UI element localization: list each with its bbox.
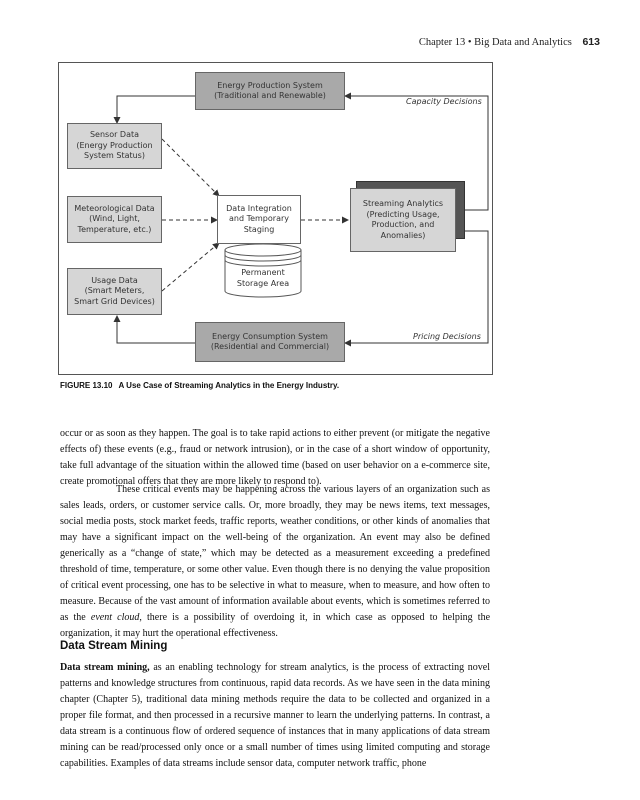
page-number: 613 bbox=[582, 36, 600, 48]
arrow-usage-to-integration bbox=[162, 243, 219, 291]
energy-consumption-box: Energy Consumption System (Residential and Commercial) bbox=[195, 322, 345, 362]
figure-caption bbox=[60, 381, 500, 390]
figure-number: FIGURE 13.10 bbox=[60, 381, 113, 390]
arrow-production-to-sensor bbox=[117, 96, 195, 123]
sensor-data-box: Sensor Data (Energy Production System Status) bbox=[67, 123, 162, 169]
arrow-sensor-to-integration bbox=[162, 139, 219, 196]
usage-data-box: Usage Data (Smart Meters, Smart Grid Devices) bbox=[67, 268, 162, 315]
paragraph-3 bbox=[60, 660, 490, 772]
pricing-decisions-label: Pricing Decisions bbox=[413, 332, 481, 341]
figure-caption-text: A Use Case of Streaming Analytics in the Energy Industry. bbox=[118, 381, 340, 390]
running-title: Chapter 13 • Big Data and Analytics bbox=[418, 37, 572, 48]
event-cloud-term: event cloud bbox=[90, 612, 140, 623]
streaming-analytics-box: Streaming Analytics (Predicting Usage, Production, and Anomalies) bbox=[350, 188, 456, 252]
paragraph-2-text-b: , there is a possibility of overdoing it, in which case as opposed to helping the organization, it may hurt the operational effectiveness. bbox=[60, 612, 491, 639]
paragraph-1: occur or as soon as they happen. The goal is to take rapid actions to either prevent (or mitigate the negative effects of) these events (e.g., fraud or network intrusion), or in the case of a short window of opportunity, take full advantage of the situation within the allowed time (based on user behavior on a e-commerce site, create promotional offers that they are more likely to respond to). bbox=[60, 428, 490, 487]
figure-13-10 bbox=[58, 62, 493, 375]
meteorological-data-box: Meteorological Data (Wind, Light, Temperature, etc.) bbox=[67, 196, 162, 243]
capacity-decisions-label: Capacity Decisions bbox=[406, 97, 482, 106]
paragraph-3-text: as an enabling technology for stream analytics, is the process of extracting novel patterns and knowledge structures from continuous, rapid data records. As we have seen in the data mining chapter (Chapter 5), traditional data mining methods require the data to be collected and organized in a proper file format, and then processed in a recursive manner to learn the underlying patterns. In contrast, a data stream is a continuous flow of ordered sequence of instances that in many applications of data stream mining can be read/processed only once or a small number of times using limited computing and storage capabilities. Examples of data streams include sensor data, computer network traffic, phone bbox=[60, 662, 490, 769]
data-stream-mining-term: Data stream mining, bbox=[60, 662, 150, 673]
paragraph-2 bbox=[60, 482, 490, 642]
data-integration-box: Data Integration and Temporary Staging bbox=[217, 195, 301, 244]
arrow-consumption-to-usage bbox=[117, 316, 195, 343]
paragraph-2-text-a: These critical events may be happening across the various layers of an organization such as sales leads, orders, or customer service calls. Or, more broadly, they may be news items, text messages, social media posts, stock market feeds, traffic reports, weather conditions, or other kinds of anomalies that may have a significant impact on the well-being of the organization. An event may also be defined generically as a “change of state,” which may be detected as a measurement exceeding a predefined threshold of time, temperature, or some other value. Even though there is no denying the value proposition of critical event processing, one has to be selective in what to measure, when to measure, and how often to measure. Because of the vast amount of information available about events, which is sometimes referred to as the bbox=[60, 484, 490, 623]
section-heading: Data Stream Mining bbox=[60, 640, 168, 652]
permanent-storage-label: Permanent Storage Area bbox=[236, 268, 290, 288]
energy-production-box: Energy Production System (Traditional and Renewable) bbox=[195, 72, 345, 110]
running-header bbox=[400, 36, 600, 48]
